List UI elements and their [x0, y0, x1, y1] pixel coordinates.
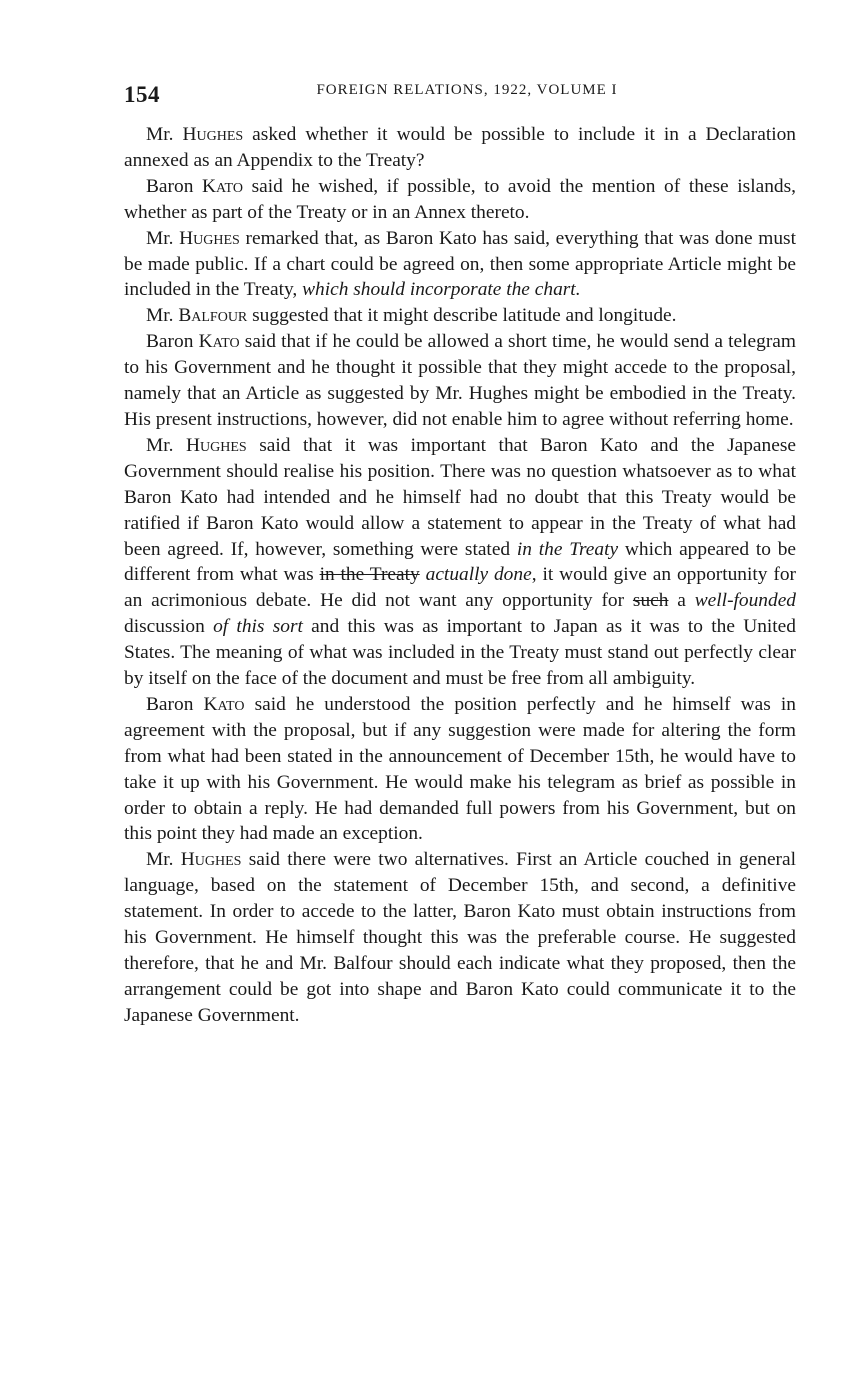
- page-header: [124, 78, 796, 112]
- speaker-name: Hughes: [186, 434, 247, 456]
- paragraph: Mr. Hughes said there were two alternatives. First an Article couched in general language, based on the statement of December 15th, and second, a definitive statement. In order to accede to the latter, Baron Kato must obtain instructions from his Government. He himself thought this was the preferable course. He suggested therefore, that he and Mr. Balfour should each indicate what they proposed, then the arrangement could be got into shape and Baron Kato could communicate it to the Japanese Government.: [124, 849, 797, 1026]
- paragraph: Mr. Balfour suggested that it might describe latitude and longitude.: [146, 305, 677, 327]
- italic-insertion: in the Treaty: [516, 538, 619, 560]
- speaker-name: Hughes: [180, 849, 242, 871]
- paragraph: Mr. Hughes said that it was important that Baron Kato and the Japanese Government should realise his position. There was no question whatsoever as to what Baron Kato had intended and he himself had no doubt that this Treaty would be ratified if Baron Kato would allow a statement to appear in the Treaty of what had been agreed. If, however, something were stated in the Treaty which appeared to be different from what was in the Treaty actually done, it would give an opportunity for an acrimonious debate. He did not want any opportunity for such a well-founded discussion of this sort and this was as important to Japan as it was to the United States. The meaning of what was included in the Treaty must stand out perfectly clear by itself on the face of the document and must be free from all ambiguity.: [124, 434, 796, 690]
- running-title: FOREIGN RELATIONS, 1922, VOLUME I: [316, 82, 618, 98]
- italic-insertion: of this sort: [213, 616, 303, 638]
- struck-text: such: [632, 590, 669, 612]
- speaker-name: Kato: [198, 331, 240, 353]
- paragraph: Baron Kato said he understood the position perfectly and he himself was in agreement with the proposal, but if any suggestion were made for altering the form from what had been stated in the announcement of December 15th, he would have to take it up with his Government. He would make his telegram as brief as possible in order to obtain a reply. He had demanded full powers from his Government, but on this point they had made an exception.: [124, 693, 796, 845]
- paragraph: Mr. Hughes remarked that, as Baron Kato has said, everything that was done must be made public. If a chart could be agreed on, then some appropriate Article might be included in the Treaty, which should incorporate the chart.: [124, 227, 796, 301]
- italic-insertion: actually done: [425, 564, 532, 586]
- speaker-name: Kato: [203, 693, 245, 715]
- body-text: [124, 122, 796, 1029]
- speaker-name: Kato: [202, 175, 243, 197]
- italic-insertion: which should incorporate the chart.: [302, 279, 581, 301]
- speaker-name: Hughes: [179, 227, 240, 249]
- italic-insertion: well-founded: [694, 590, 796, 612]
- struck-text: in the Treaty: [319, 564, 420, 586]
- page-number: 154: [124, 82, 160, 107]
- speaker-name: Hughes: [182, 124, 244, 145]
- paragraph: Baron Kato said he wished, if possible, to avoid the mention of these islands, whether as part of the Treaty or in an Annex thereto.: [124, 175, 796, 223]
- speaker-name: Balfour: [178, 305, 248, 327]
- paragraph: Mr. Hughes asked whether it would be possible to include it in a Declaration annexed as an Appendix to the Treaty?: [124, 124, 796, 171]
- paragraph: Baron Kato said that if he could be allowed a short time, he would send a telegram to his Government and he thought it possible that they might accede to the proposal, namely that an Article as suggested by Mr. Hughes might be embodied in the Treaty. His present instructions, however, did not enable him to agree without referring home.: [124, 331, 796, 430]
